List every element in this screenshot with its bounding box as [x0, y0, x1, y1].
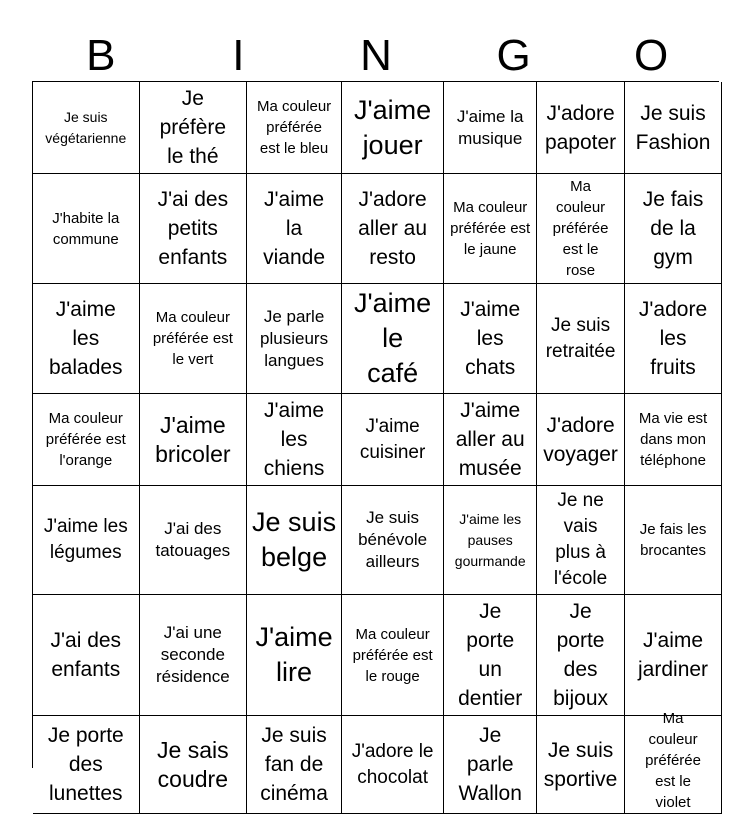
bingo-cell-text: J'adore les fruits	[638, 298, 708, 379]
bingo-cell-text: Je suis Fashion	[635, 101, 711, 154]
bingo-header	[32, 30, 720, 82]
bingo-cell-text: J'aime la viande	[263, 188, 325, 269]
bingo-cell[interactable]	[625, 174, 722, 284]
bingo-cell-text: J'aime les chats	[460, 298, 521, 379]
bingo-cell-text: J'adore voyager	[543, 413, 618, 466]
bingo-cell[interactable]	[140, 595, 248, 716]
bingo-cell-text: Ma couleur préférée est le jaune	[450, 199, 531, 258]
bingo-cell[interactable]	[247, 595, 342, 716]
bingo-cell-text: J'adore papoter	[544, 101, 617, 154]
bingo-cell[interactable]	[247, 284, 342, 394]
bingo-cell-text: Je suis végétarienne	[45, 108, 127, 146]
bingo-cell[interactable]	[537, 284, 625, 394]
bingo-cell[interactable]	[444, 595, 537, 716]
bingo-cell-text: Je suis retraitée	[545, 314, 616, 362]
bingo-cell[interactable]	[342, 174, 444, 284]
bingo-cell-text: Je fais de la gym	[642, 188, 704, 269]
bingo-cell[interactable]	[247, 394, 342, 486]
bingo-cell[interactable]	[33, 82, 140, 174]
bingo-cell[interactable]	[140, 174, 248, 284]
bingo-cell[interactable]	[537, 82, 625, 174]
bingo-cell[interactable]	[537, 595, 625, 716]
bingo-cell-text: J'adore le chocolat	[351, 740, 434, 788]
bingo-cell[interactable]	[342, 595, 444, 716]
bingo-cell-text: J'aime les pauses gourmande	[454, 510, 526, 569]
bingo-cell-text: Ma couleur préférée est le violet	[645, 710, 701, 811]
bingo-cell-text: Je parle Wallon	[458, 724, 522, 805]
bingo-cell-text: Je préfère le thé	[159, 87, 227, 168]
bingo-cell-text: Je parle plusieurs langues	[260, 306, 329, 370]
bingo-cell[interactable]	[625, 595, 722, 716]
bingo-cell-text: J'adore aller au resto	[358, 188, 428, 269]
bingo-cell-text: Je ne vais plus à l'école	[553, 490, 608, 589]
bingo-cell[interactable]	[625, 284, 722, 394]
bingo-cell[interactable]	[247, 716, 342, 814]
header-letter-b: B	[86, 31, 116, 80]
bingo-cell[interactable]	[537, 486, 625, 595]
bingo-cell-text: J'aime jardiner	[638, 629, 709, 681]
bingo-cell-text: Je suis fan de cinéma	[260, 724, 328, 805]
bingo-cell-text: Ma couleur préférée est le rouge	[352, 625, 433, 685]
bingo-cell[interactable]	[537, 716, 625, 814]
bingo-cell-text: J'aime les chiens	[263, 399, 325, 480]
bingo-cell-text: Je sais coudre	[157, 736, 229, 792]
bingo-cell[interactable]	[140, 716, 248, 814]
bingo-cell[interactable]	[444, 394, 537, 486]
bingo-cell[interactable]	[247, 82, 342, 174]
header-letter-i: I	[232, 31, 245, 80]
bingo-cell[interactable]	[625, 394, 722, 486]
bingo-cell-text: Ma vie est dans mon téléphone	[638, 410, 708, 469]
bingo-cell[interactable]	[140, 284, 248, 394]
bingo-cell-text: J'ai des petits enfants	[157, 188, 229, 269]
bingo-cell-text: J'aime aller au musée	[455, 399, 525, 480]
bingo-cell-text: J'aime le café	[354, 288, 432, 388]
header-letter-g: G	[496, 31, 531, 80]
bingo-cell[interactable]	[247, 486, 342, 595]
bingo-cell[interactable]	[444, 82, 537, 174]
bingo-cell[interactable]	[342, 82, 444, 174]
bingo-cell-text: Je fais les brocantes	[639, 521, 707, 559]
bingo-cell-text: Ma couleur préférée est le vert	[152, 309, 233, 368]
bingo-cell[interactable]	[33, 284, 140, 394]
header-letter-o: O	[634, 31, 669, 80]
bingo-cell[interactable]	[33, 595, 140, 716]
bingo-cell-text: Ma couleur préférée est le rose	[552, 178, 609, 279]
bingo-cell-text: Je suis sportive	[543, 738, 618, 791]
bingo-cell[interactable]	[342, 284, 444, 394]
bingo-cell[interactable]	[444, 486, 537, 595]
bingo-cell-text: J'ai une seconde résidence	[155, 623, 230, 686]
bingo-cell-text: Ma couleur préférée est le bleu	[256, 98, 332, 157]
bingo-cell[interactable]	[33, 486, 140, 595]
bingo-cell[interactable]	[537, 174, 625, 284]
bingo-cell-text: Je porte des bijoux	[553, 600, 608, 710]
bingo-cell[interactable]	[140, 486, 248, 595]
bingo-cell[interactable]	[625, 82, 722, 174]
bingo-cell-text: J'ai des tatouages	[155, 519, 231, 560]
bingo-cell-text: J'habite la commune	[52, 209, 120, 248]
bingo-cell-text: J'aime les balades	[49, 298, 123, 379]
bingo-cell-text: Ma couleur préférée est l'orange	[45, 410, 126, 469]
bingo-cell-text: J'aime jouer	[354, 94, 432, 160]
bingo-cell[interactable]	[140, 394, 248, 486]
bingo-cell-text: J'aime lire	[255, 622, 333, 687]
bingo-cell[interactable]	[444, 716, 537, 814]
bingo-cell-text: J'ai des enfants	[50, 629, 122, 681]
header-letter-n: N	[360, 31, 392, 80]
bingo-cell-text: J'aime la musique	[456, 106, 524, 148]
bingo-cell[interactable]	[247, 174, 342, 284]
bingo-cell[interactable]	[625, 486, 722, 595]
bingo-cell[interactable]	[33, 716, 140, 814]
bingo-cell[interactable]	[33, 394, 140, 486]
bingo-cell-text: Je suis belge	[252, 507, 337, 572]
bingo-cell-text: J'aime cuisiner	[359, 415, 426, 463]
bingo-board	[32, 81, 719, 811]
bingo-cell[interactable]	[444, 174, 537, 284]
bingo-cell-text: Je porte des lunettes	[47, 724, 124, 805]
bingo-cell[interactable]	[342, 486, 444, 595]
bingo-cell[interactable]	[33, 174, 140, 284]
bingo-cell[interactable]	[342, 716, 444, 814]
bingo-cell[interactable]	[537, 394, 625, 486]
bingo-cell-text: Je suis bénévole ailleurs	[358, 508, 428, 571]
bingo-cell[interactable]	[625, 710, 722, 814]
bingo-cell[interactable]	[342, 394, 444, 486]
bingo-cell-text: J'aime les légumes	[43, 516, 128, 563]
bingo-cell-text: Je porte un dentier	[458, 600, 523, 710]
bingo-cell[interactable]	[140, 82, 248, 174]
bingo-cell-text: J'aime bricoler	[155, 411, 231, 467]
bingo-cell[interactable]	[444, 284, 537, 394]
